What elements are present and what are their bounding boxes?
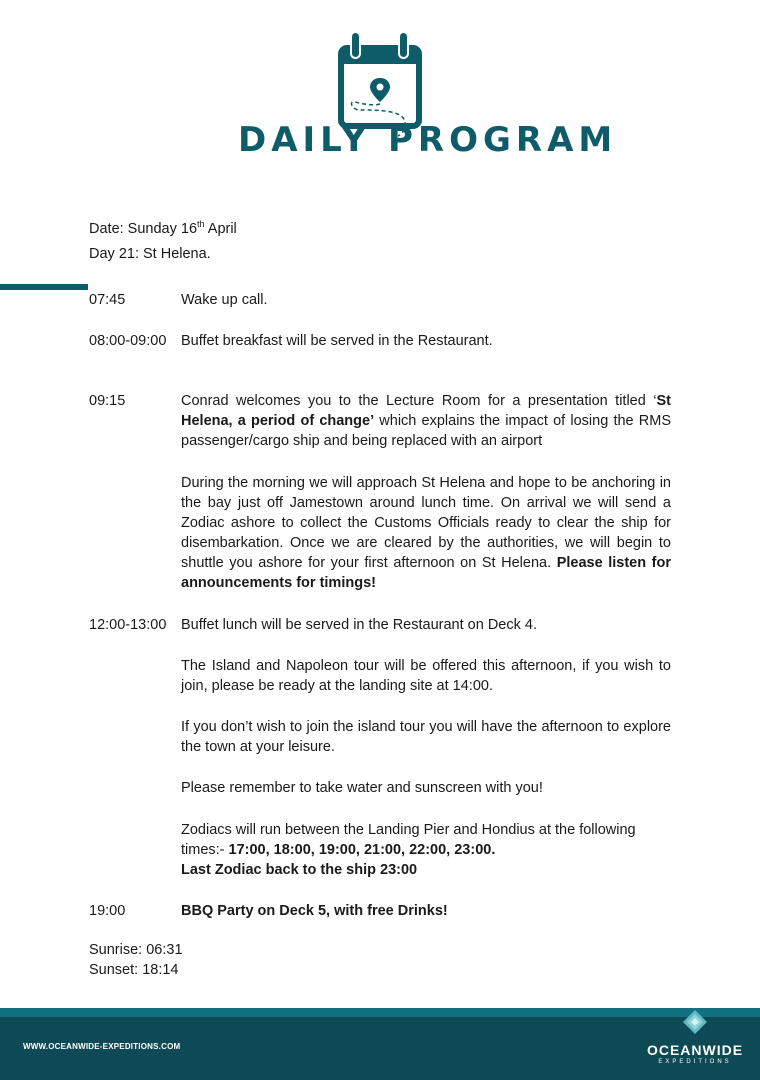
header-logo: [0, 0, 760, 170]
date-line: Date: Sunday 16th April: [89, 219, 237, 237]
brand-logo: [640, 1009, 750, 1065]
brand-subtitle: EXPEDITIONS: [658, 1059, 732, 1065]
sunrise-time: Sunrise: 06:31: [89, 942, 183, 958]
schedule-text: Conrad welcomes you to the Lecture Room for a presentation titled ‘St Helena, a period of change’ which explains the impact of losing the RMS passenger/cargo ship and being replaced with an airport: [181, 393, 671, 449]
day-line: Day 21: St Helena.: [89, 246, 211, 262]
diamond-logo-icon: [682, 1009, 708, 1035]
explore-paragraph: If you don’t wish to join the island tour you will have the afternoon to explore the town at your leisure.: [181, 719, 671, 755]
brand-name: OCEANWIDE: [646, 1042, 744, 1058]
schedule-time: 19:00: [89, 903, 126, 919]
morning-paragraph: During the morning we will approach St Helena and hope to be anchoring in the bay just off Jamestown around lunch time. On arrival we will send a Zodiac ashore to collect the Customs Officials ready to clear the ship for disembarkation. Once we are cleared by the authorities, we will begin to shuttle you ashore for your first afternoon on St Helena. Please listen for announcements for timings!: [181, 475, 671, 591]
schedule-text: Buffet lunch will be served in the Restaurant on Deck 4.: [181, 617, 537, 633]
page-title: DAILY PROGRAM: [238, 120, 618, 160]
zodiac-paragraph: Zodiacs will run between the Landing Pier and Hondius at the following times:- 17:00, 18:00, 19:00, 21:00, 22:00, 23:00. Last Zodiac back to the ship 23:00: [181, 822, 636, 878]
footer: [0, 1017, 760, 1080]
schedule-time: 08:00-09:00: [89, 333, 167, 349]
sunset-time: Sunset: 18:14: [89, 962, 179, 978]
schedule-time: 07:45: [89, 292, 126, 308]
tour-paragraph: The Island and Napoleon tour will be offered this afternoon, if you wish to join, please be ready at the landing site at 14:00.: [181, 658, 671, 694]
section-divider: [0, 284, 88, 290]
schedule-text: Buffet breakfast will be served in the Restaurant.: [181, 333, 493, 349]
schedule-time: 12:00-13:00: [89, 617, 167, 633]
schedule-text: BBQ Party on Deck 5, with free Drinks!: [181, 903, 448, 919]
water-paragraph: Please remember to take water and sunscreen with you!: [181, 780, 543, 796]
schedule-text: Wake up call.: [181, 292, 268, 308]
schedule-time: 09:15: [89, 393, 126, 409]
website-link[interactable]: WWW.OCEANWIDE-EXPEDITIONS.COM: [23, 1042, 181, 1051]
